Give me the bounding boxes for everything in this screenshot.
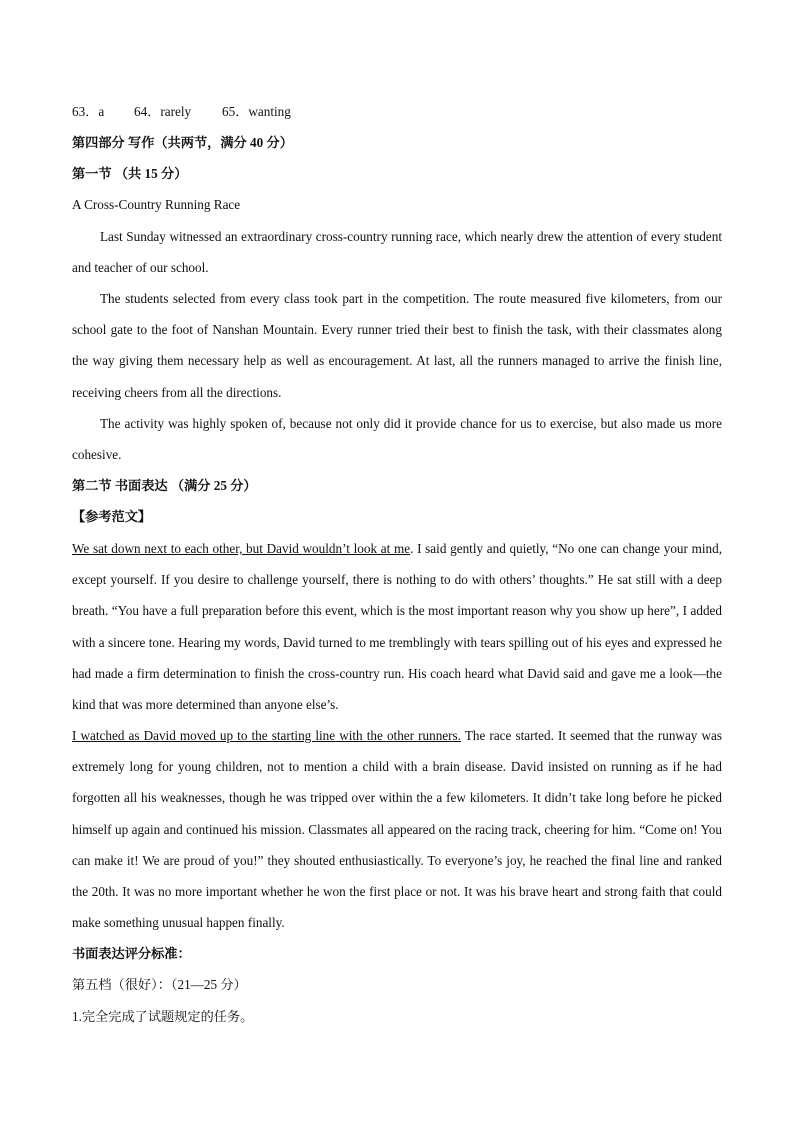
answer-65: 65．wanting — [222, 104, 291, 119]
essay2-p2-text: The race started. It seemed that the runway was extremely long for young children, not to mention a child with a brain disease. David insisted on running as if he had forgotten all his weaknesses, though he was tripped over within the a few kilometers. It didn’t take long before he picked himself up again and continued his mission. Classmates all appeared on the racing track, cheering for him. “Come on! You can make it! We are proud of you!” they shouted enthusiastically. To everyone’s joy, he reached the final line and ranked the 20th. It was no more important whether he won the first place or not. It was his brave heart and strong faith that could make something unusual happen finally. — [72, 728, 722, 931]
answer-63: 63．a — [72, 104, 105, 119]
essay2-p1-text: . I said gently and quietly, “No one can change your mind, except yourself. If you desire to challenge yourself, there is nothing to do with others’ thoughts.” He sat still with a deep breath. “You have a full preparation before this event, which is the most important reason why you show up here”, I added with a sincere tone. Hearing my words, David turned to me tremblingly with tears spilling out of his eyes and expressed he had made a firm determination to finish the cross-country run. His coach heard what David said and gave me a look—the kind that was more determined than anyone else’s. — [72, 541, 723, 713]
level5-heading: 第五档（很好）：（21—25 分） — [72, 977, 247, 992]
criterion-1: 1.完全完成了试题规定的任务。 — [72, 1009, 254, 1024]
part4-heading: 第四部分 写作（共两节，满分 40 分） — [72, 135, 293, 150]
section1-heading: 第一节 （共 15 分） — [72, 166, 188, 181]
sample-essay-label: 【参考范文】 — [72, 509, 152, 524]
essay2-paragraph-1 — [72, 533, 722, 720]
essay2-p1-given-sentence: We sat down next to each other, but David wouldn’t look at me — [72, 541, 411, 556]
essay2-p2-given-sentence: I watched as David moved up to the starting line with the other runners. — [72, 728, 461, 743]
essay1-paragraph-2: The students selected from every class took part in the competition. The route measured five kilometers, from our school gate to the foot of Nanshan Mountain. Every runner tried their best to finish the task, with their classmates along the way giving them necessary help as well as encouragement. At last, all the runners managed to arrive the finish line, receiving cheers from all the directions. — [72, 291, 722, 400]
essay1-title: A Cross-Country Running Race — [72, 197, 241, 212]
answer-key-row — [72, 102, 291, 122]
section2-heading: 第二节 书面表达 （满分 25 分） — [72, 478, 257, 493]
essay1-paragraph-1: Last Sunday witnessed an extraordinary cross-country running race, which nearly drew the attention of every student and teacher of our school. — [72, 229, 722, 276]
essay1-paragraph-3: The activity was highly spoken of, because not only did it provide chance for us to exercise, but also made us more cohesive. — [72, 416, 722, 463]
essay2-paragraph-2 — [72, 720, 722, 938]
criteria-heading: 书面表达评分标准： — [72, 946, 191, 961]
answer-64: 64．rarely — [134, 104, 192, 119]
